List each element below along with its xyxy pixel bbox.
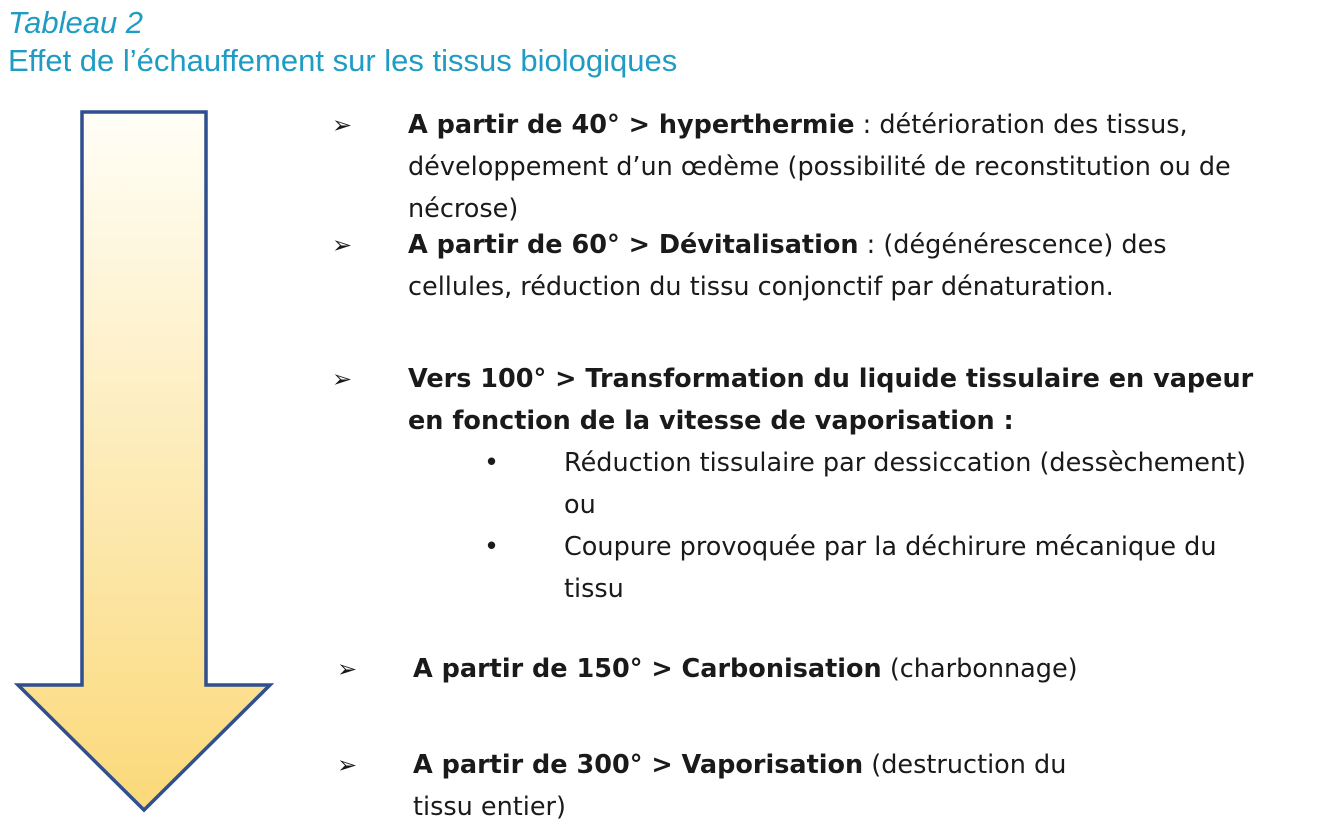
item-heading: A partir de 60° > Dévitalisation xyxy=(408,230,859,260)
arrow-bullet-icon: ➢ xyxy=(337,751,358,779)
item-100-degrees xyxy=(332,358,1268,442)
arrow-bullet-icon: ➢ xyxy=(332,231,353,259)
subitem-text: Réduction tissulaire par dessiccation (dessèchement) ou xyxy=(564,448,1247,520)
arrow-shape xyxy=(18,112,270,810)
item-heading: Vers 100° > Transformation du liquide tissulaire en vapeur en fonction de la vitesse de vaporisation : xyxy=(408,364,1254,436)
item-heading: A partir de 150° > Carbonisation xyxy=(413,654,882,684)
item-300-degrees xyxy=(337,744,1093,828)
subitem-dessiccation xyxy=(484,442,1264,526)
item-40-degrees xyxy=(332,104,1318,230)
arrow-bullet-icon: ➢ xyxy=(337,655,358,683)
item-text: (destruction du tissu entier) xyxy=(413,750,1067,822)
item-100-subitems xyxy=(484,442,1264,610)
table-label: Tableau 2 xyxy=(8,5,144,40)
temperature-down-arrow xyxy=(14,110,274,815)
item-text: : détérioration des tissus, développement d’un œdème (possibilité de reconstitution ou de nécrose) xyxy=(408,110,1231,224)
arrow-bullet-icon: ➢ xyxy=(332,111,353,139)
item-heading: A partir de 40° > hyperthermie xyxy=(408,110,855,140)
dot-bullet-icon: • xyxy=(484,532,500,562)
table-caption xyxy=(8,4,677,80)
item-text: : (dégénérescence) des cellules, réduction du tissu conjonctif par dénaturation. xyxy=(408,230,1167,302)
subitem-text: Coupure provoquée par la déchirure mécanique du tissu xyxy=(564,532,1217,604)
table-title: Effet de l’échauffement sur les tissus biologiques xyxy=(8,43,678,78)
subitem-coupure xyxy=(484,526,1264,610)
dot-bullet-icon: • xyxy=(484,448,500,478)
item-text: (charbonnage) xyxy=(881,654,1078,684)
item-60-degrees xyxy=(332,224,1208,308)
arrow-bullet-icon: ➢ xyxy=(332,365,353,393)
item-150-degrees xyxy=(337,648,1293,690)
item-heading: A partir de 300° > Vaporisation xyxy=(413,750,864,780)
